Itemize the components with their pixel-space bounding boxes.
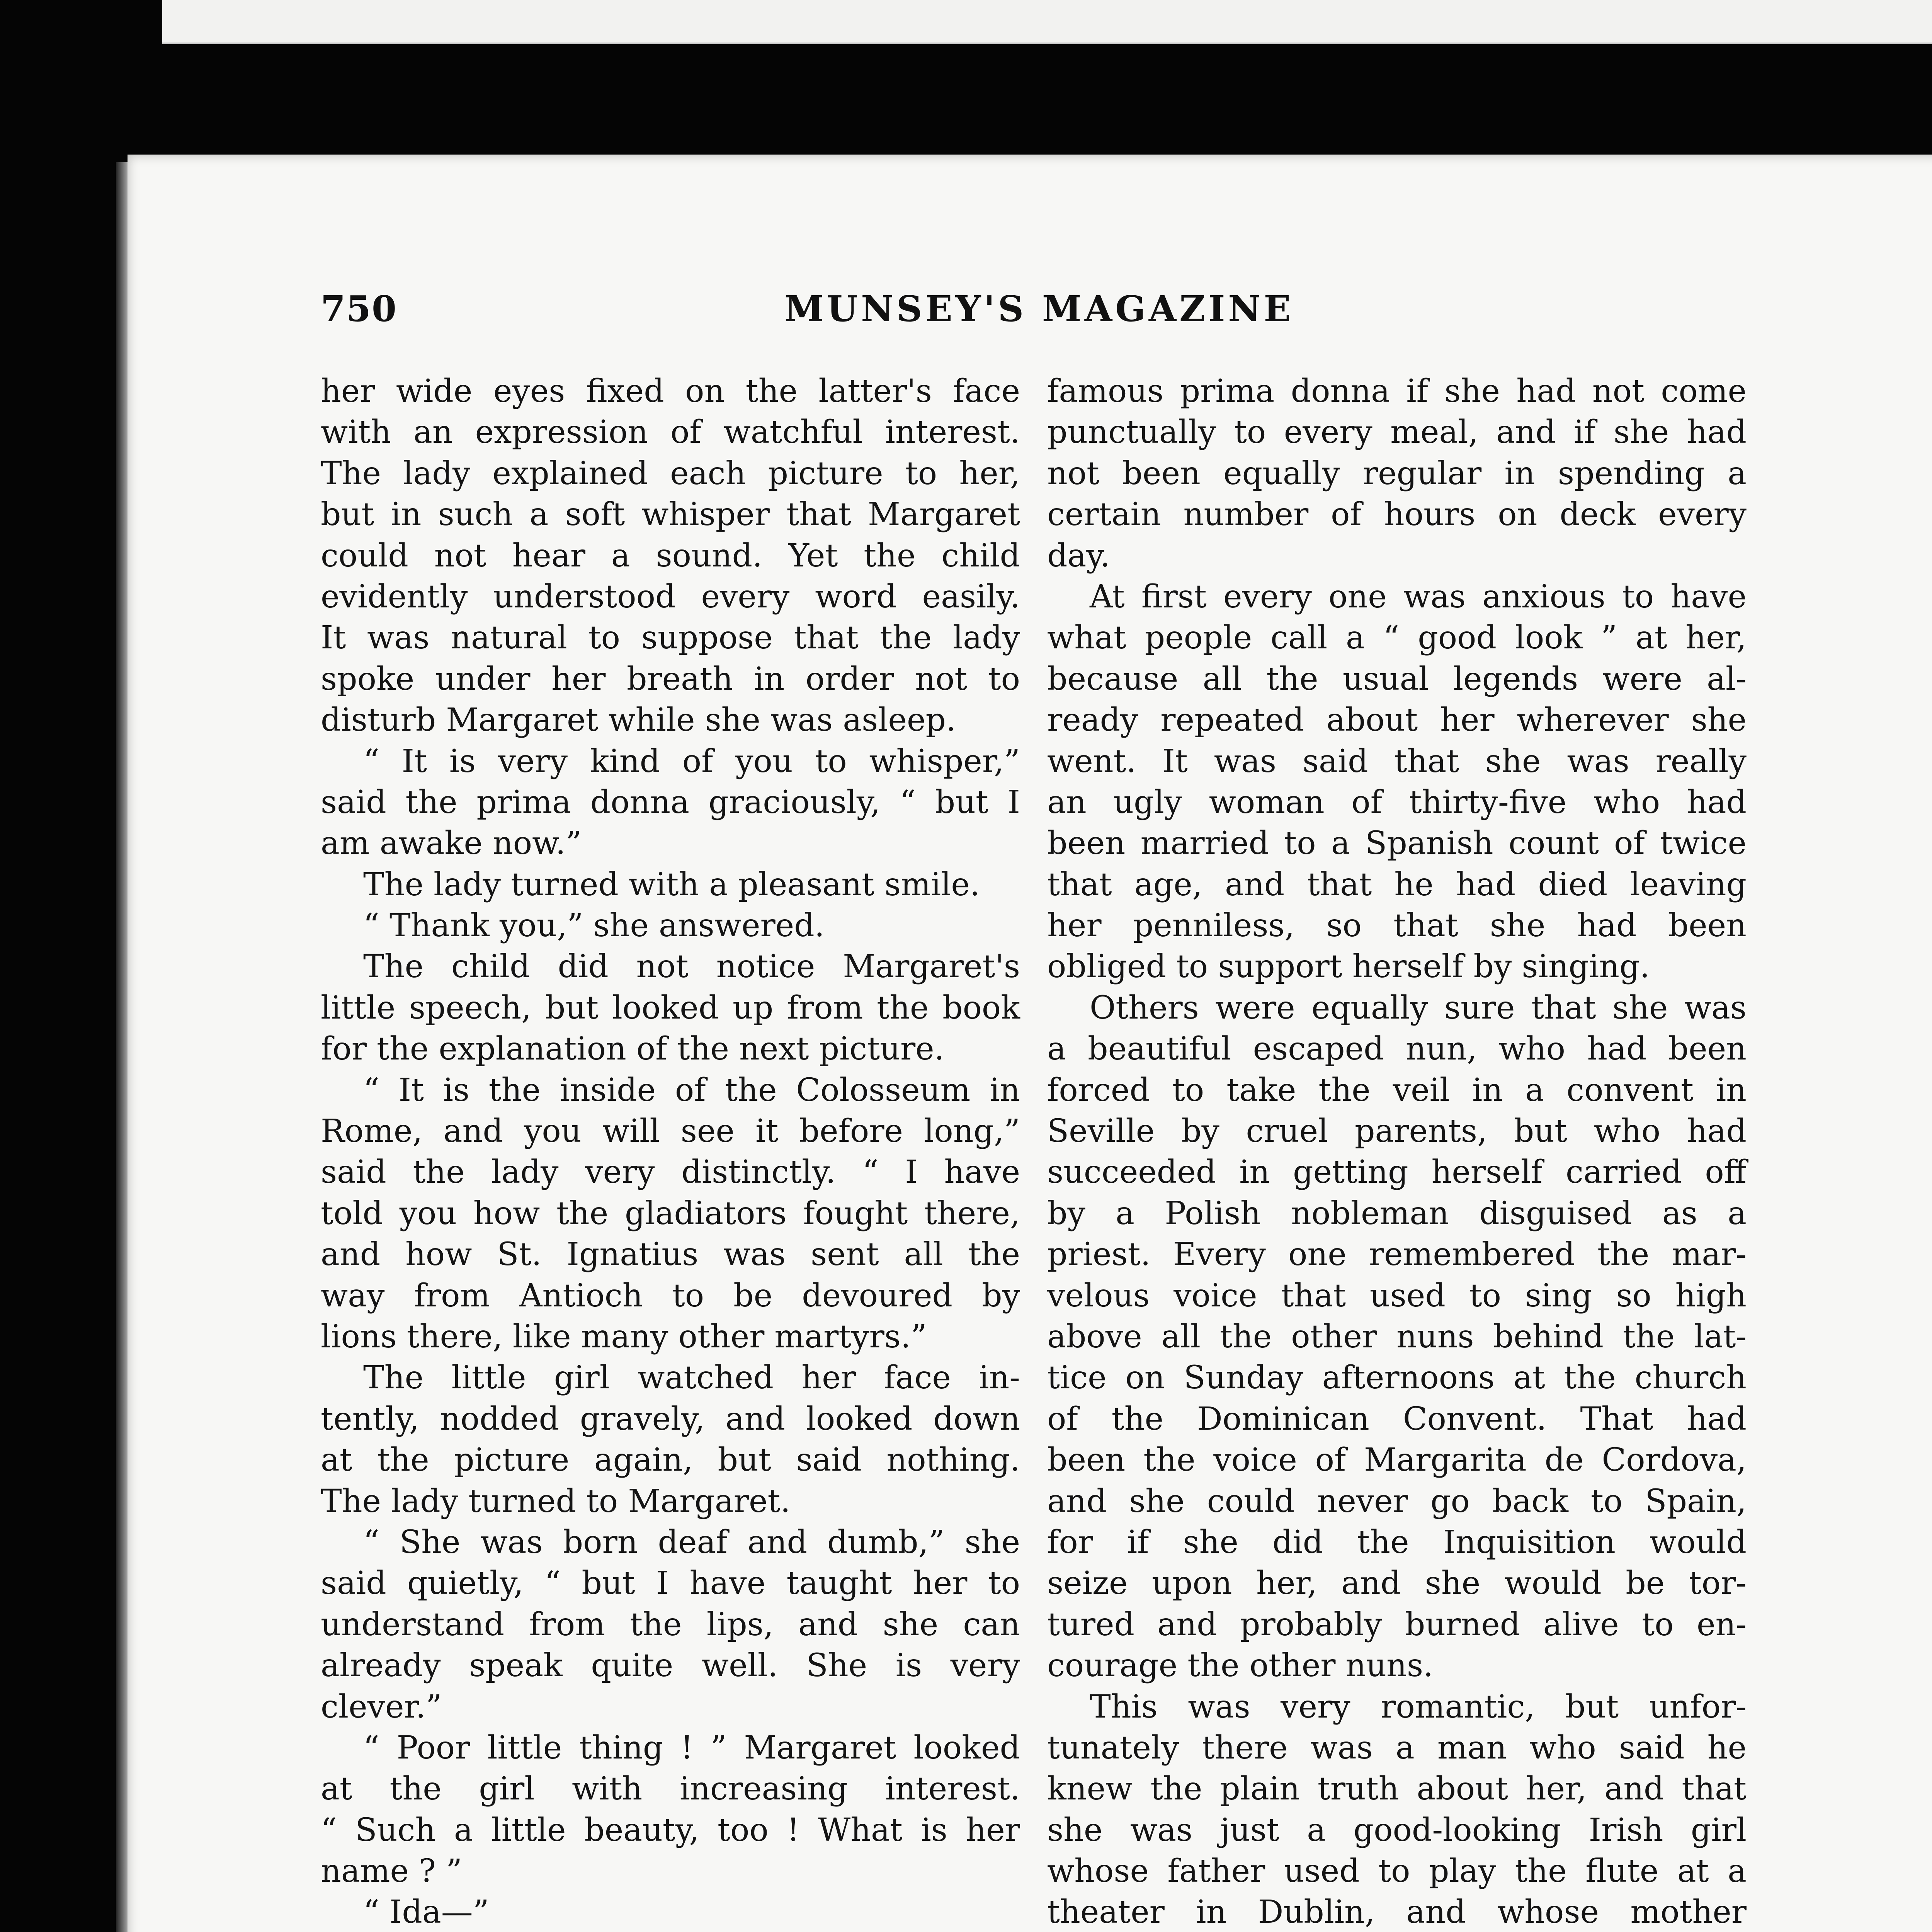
text-line: tice on Sunday afternoons at the church	[1047, 1359, 1747, 1396]
text-line: The little girl watched her face in-	[363, 1359, 1020, 1396]
text-line: succeeded in getting herself carried off	[1047, 1154, 1747, 1191]
text-line: what people call a “ good look ” at her,	[1047, 619, 1747, 656]
text-line: been married to a Spanish count of twice	[1047, 825, 1747, 862]
text-line: day.	[1047, 537, 1110, 574]
text-line: lions there, like many other martyrs.”	[321, 1318, 927, 1355]
text-line: Others were equally sure that she was	[1090, 989, 1747, 1026]
text-line: but in such a soft whisper that Margaret	[321, 496, 1020, 533]
text-line: by a Polish nobleman disguised as a	[1047, 1195, 1747, 1232]
text-line: ready repeated about her wherever she	[1047, 702, 1747, 739]
text-line: “ Poor little thing ! ” Margaret looked	[363, 1729, 1020, 1766]
text-line: tured and probably burned alive to en-	[1047, 1606, 1747, 1643]
text-line: could not hear a sound. Yet the child	[321, 537, 1020, 574]
text-line: am awake now.”	[321, 825, 582, 862]
text-line: she was just a good-looking Irish girl	[1047, 1811, 1747, 1849]
page-number: 750	[321, 288, 398, 330]
text-line: above all the other nuns behind the lat-	[1047, 1318, 1747, 1355]
text-line: It was natural to suppose that the lady	[321, 619, 1020, 656]
text-line: a beautiful escaped nun, who had been	[1047, 1031, 1747, 1068]
text-line: “ Thank you,” she answered.	[363, 907, 825, 944]
text-line: because all the usual legends were al-	[1047, 660, 1747, 697]
running-head: MUNSEY'S MAGAZINE	[784, 288, 1294, 330]
text-line: punctually to every meal, and if she had	[1047, 414, 1747, 451]
text-line: tently, nodded gravely, and looked down	[321, 1400, 1020, 1437]
text-line: Rome, and you will see it before long,”	[321, 1113, 1020, 1150]
text-line: This was very romantic, but unfor-	[1090, 1688, 1747, 1725]
text-line: name ? ”	[321, 1853, 462, 1890]
text-line: been the voice of Margarita de Cordova,	[1047, 1442, 1747, 1479]
text-line: not been equally regular in spending a	[1047, 455, 1747, 492]
text-line: famous prima donna if she had not come	[1047, 373, 1747, 410]
text-line: went. It was said that she was really	[1047, 743, 1747, 780]
text-line: said the prima donna graciously, “ but I	[321, 784, 1020, 821]
text-line: spoke under her breath in order not to	[321, 660, 1020, 697]
text-line: for if she did the Inquisition would	[1047, 1524, 1747, 1561]
left-column	[321, 371, 1020, 1932]
page-header	[321, 288, 1747, 342]
text-line: Seville by cruel parents, but who had	[1047, 1113, 1747, 1150]
text-line: “ Ida—”	[363, 1894, 489, 1931]
text-line: forced to take the veil in a convent in	[1047, 1071, 1747, 1109]
text-line: tunately there was a man who said he	[1047, 1729, 1747, 1766]
text-line: said quietly, “ but I have taught her to	[321, 1565, 1020, 1602]
text-line: At first every one was anxious to have	[1090, 578, 1747, 615]
text-line: with an expression of watchful interest.	[321, 414, 1020, 451]
text-line: that age, and that he had died leaving	[1047, 866, 1747, 903]
text-line: an ugly woman of thirty-five who had	[1047, 784, 1747, 821]
text-line: whose father used to play the flute at a	[1047, 1853, 1747, 1890]
text-line: said the lady very distinctly. “ I have	[321, 1154, 1020, 1191]
text-line: certain number of hours on deck every	[1047, 496, 1747, 533]
text-line: knew the plain truth about her, and that	[1047, 1770, 1747, 1808]
text-line: her penniless, so that she had been	[1047, 907, 1747, 944]
text-line: at the picture again, but said nothing.	[321, 1442, 1020, 1479]
text-line: and how St. Ignatius was sent all the	[321, 1236, 1020, 1273]
text-line: disturb Margaret while she was asleep.	[321, 702, 956, 739]
text-line: her wide eyes fixed on the latter's face	[321, 373, 1020, 410]
text-line: evidently understood every word easily.	[321, 578, 1020, 615]
text-line: The child did not notice Margaret's	[363, 948, 1020, 985]
right-column	[1047, 371, 1747, 1932]
previous-page-strip	[162, 0, 1932, 44]
text-line: seize upon her, and she would be tor-	[1047, 1565, 1747, 1602]
text-line: way from Antioch to be devoured by	[321, 1277, 1020, 1314]
text-line: “ It is very kind of you to whisper,”	[363, 743, 1020, 780]
text-line: understand from the lips, and she can	[321, 1606, 1020, 1643]
text-line: “ She was born deaf and dumb,” she	[363, 1524, 1020, 1561]
text-line: little speech, but looked up from the book	[321, 989, 1020, 1026]
text-line: clever.”	[321, 1688, 442, 1725]
text-line: courage the other nuns.	[1047, 1647, 1434, 1684]
text-line: The lady turned to Margaret.	[321, 1483, 791, 1520]
text-line: The lady turned with a pleasant smile.	[363, 866, 980, 903]
text-line: for the explanation of the next picture.	[321, 1031, 944, 1068]
text-line: The lady explained each picture to her,	[321, 455, 1020, 492]
text-line: and she could never go back to Spain,	[1047, 1483, 1747, 1520]
text-line: at the girl with increasing interest.	[321, 1770, 1020, 1808]
text-line: “ It is the inside of the Colosseum in	[363, 1071, 1020, 1109]
text-line: “ Such a little beauty, too ! What is her	[321, 1811, 1020, 1849]
text-line: theater in Dublin, and whose mother	[1047, 1894, 1747, 1931]
text-line: already speak quite well. She is very	[321, 1647, 1020, 1684]
text-line: obliged to support herself by singing.	[1047, 948, 1650, 985]
text-line: told you how the gladiators fought there,	[321, 1195, 1020, 1232]
text-line: priest. Every one remembered the mar-	[1047, 1236, 1747, 1273]
text-line: of the Dominican Convent. That had	[1047, 1400, 1747, 1437]
text-line: velous voice that used to sing so high	[1047, 1277, 1747, 1314]
